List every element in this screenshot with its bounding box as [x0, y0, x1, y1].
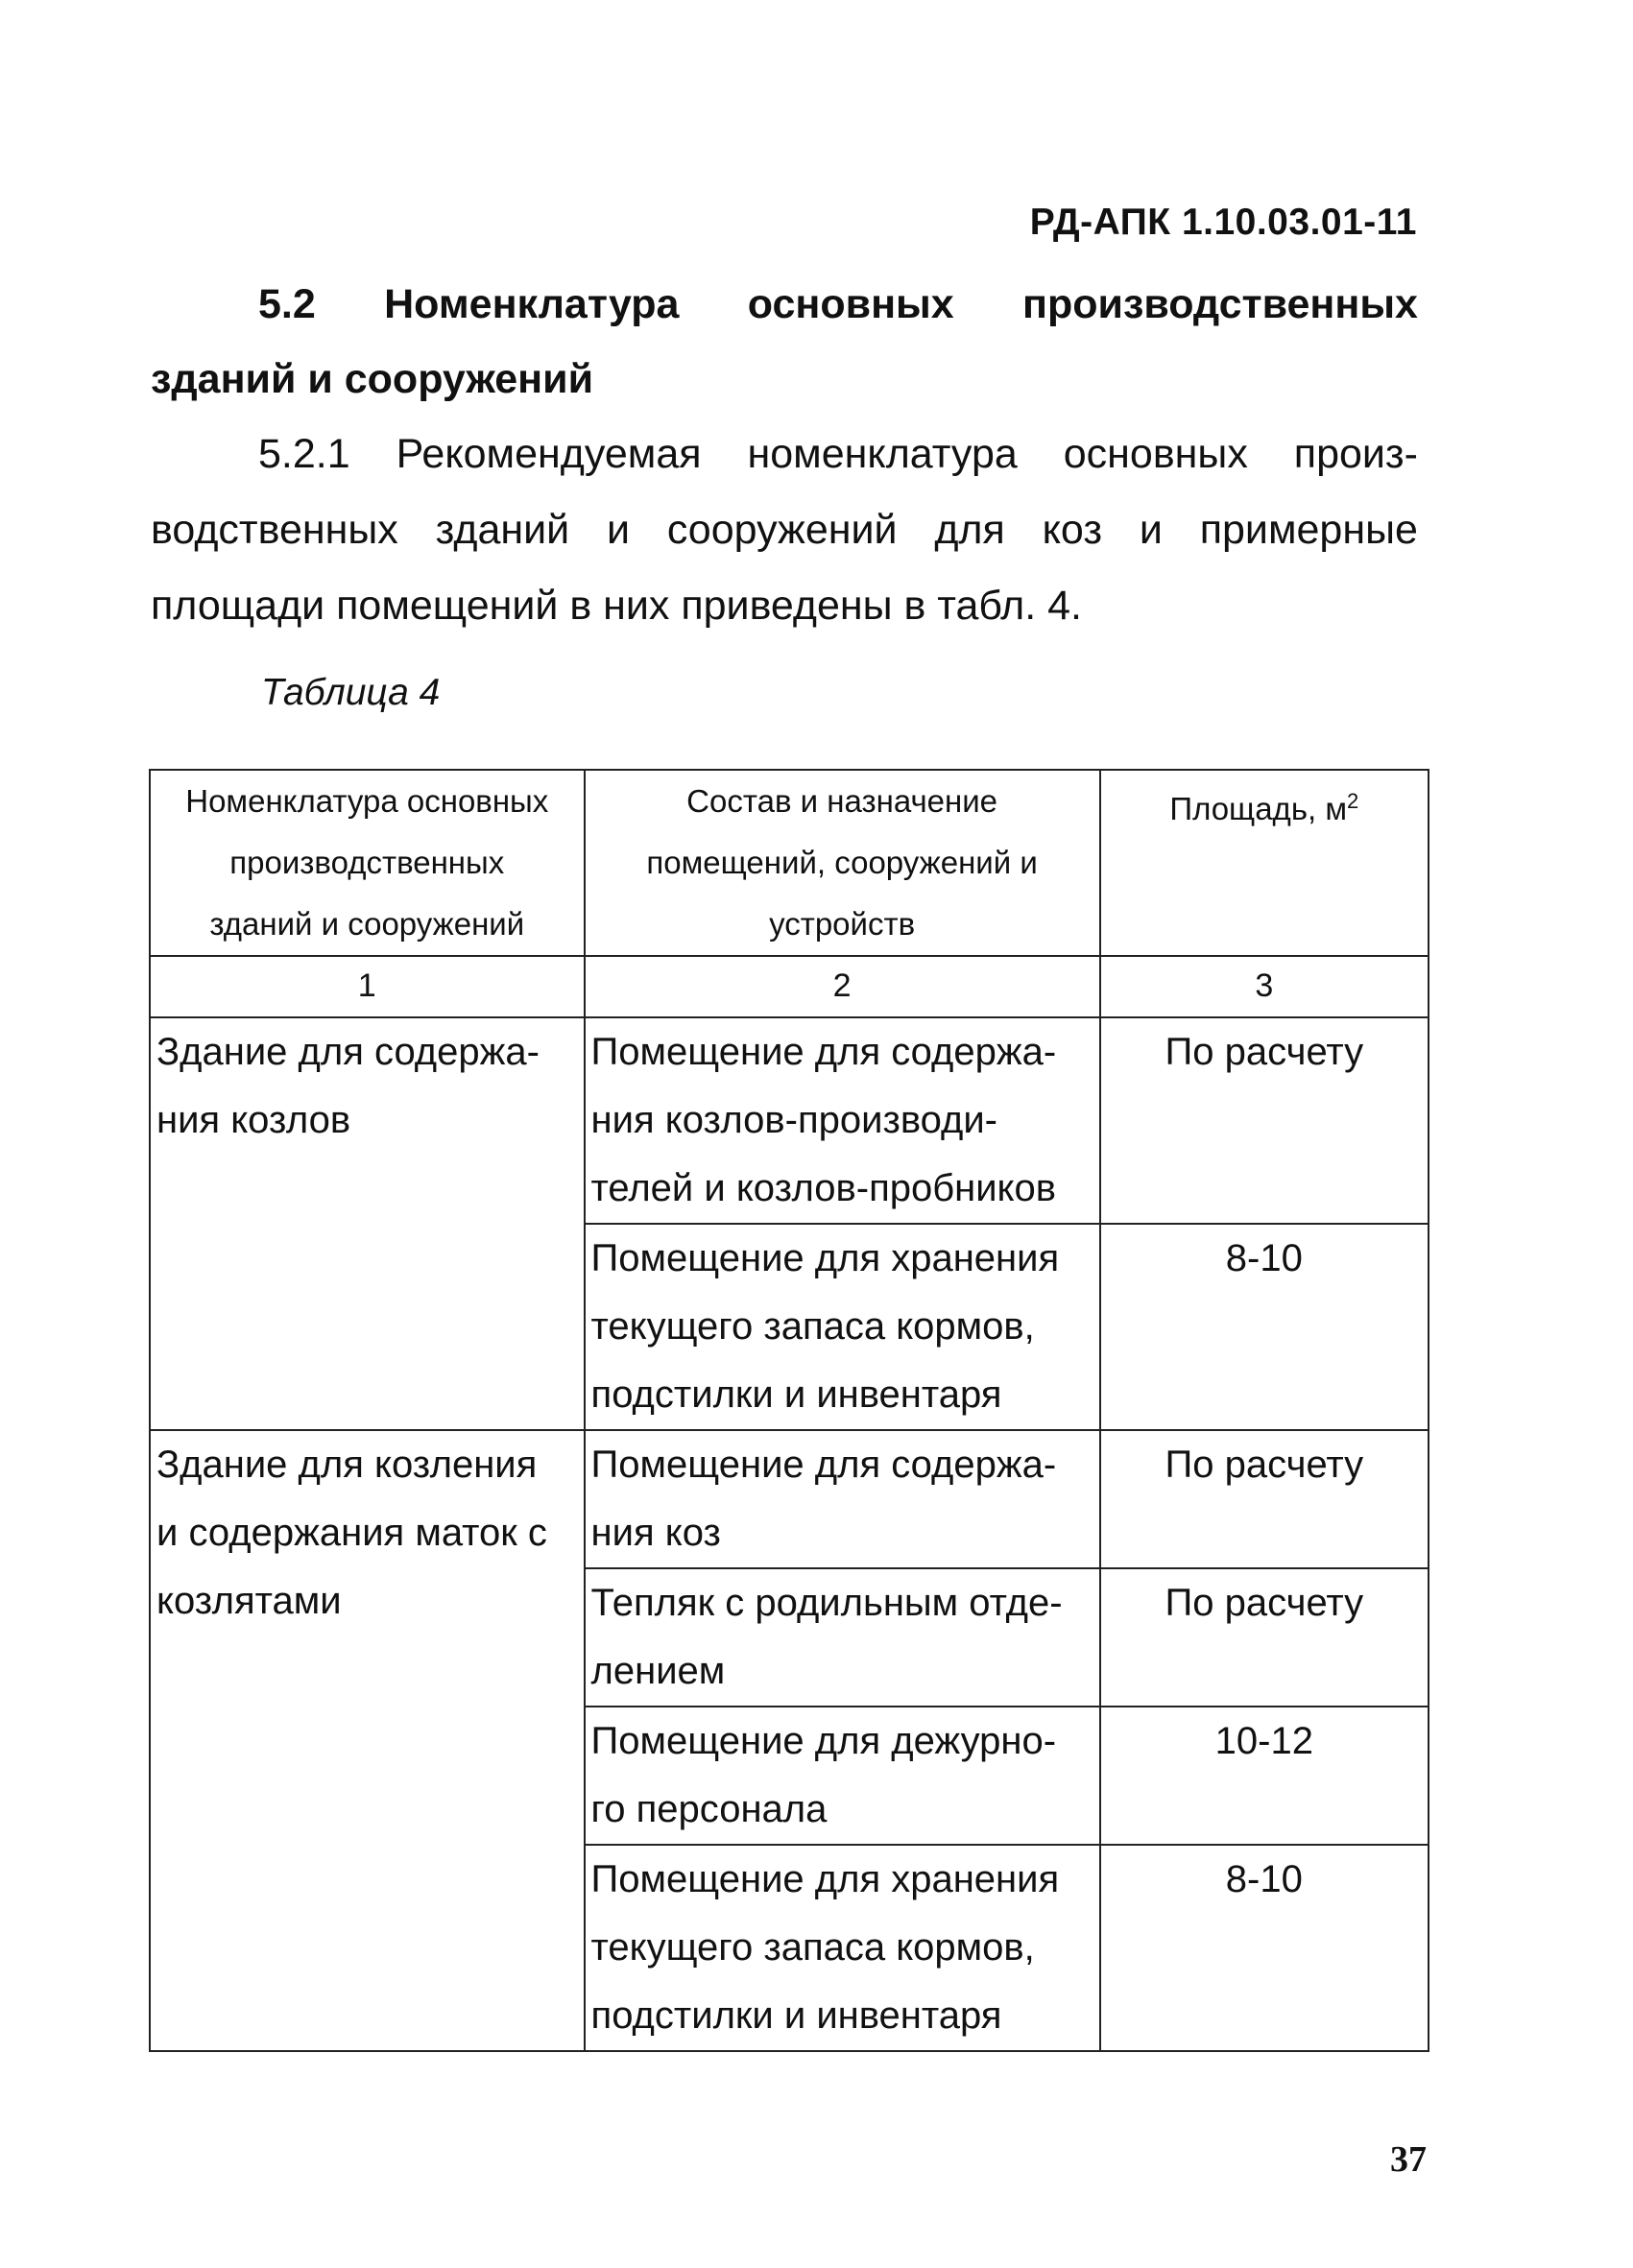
header-cell-buildings [150, 770, 585, 956]
header-cell-area [1100, 770, 1429, 956]
cell-line: Здание для содержа- [156, 1031, 540, 1073]
area-cell: 8-10 [1100, 1845, 1429, 2051]
cell-line: Помещение для содержа- [590, 1444, 1057, 1486]
paragraph-word: и [1139, 507, 1163, 553]
room-cell [585, 1845, 1100, 2051]
header-line: помещений, сооружений и [646, 845, 1038, 880]
cell-line: го персонала [590, 1788, 828, 1830]
paragraph-word: коз [1042, 507, 1103, 553]
cell-line: ния козлов [156, 1099, 351, 1141]
header-line: Номенклатура основных [185, 783, 549, 819]
cell-line: лением [590, 1650, 726, 1692]
cell-line: подстилки и инвентаря [590, 1994, 1002, 2037]
cell-line: подстилки и инвентаря [590, 1373, 1002, 1416]
cell-line: телей и козлов-пробников [590, 1167, 1057, 1209]
section-number: 5.2 [258, 281, 316, 327]
body-paragraph [151, 417, 1418, 644]
column-number: 3 [1100, 956, 1429, 1017]
heading-word: основных [747, 281, 954, 327]
header-cell-composition [585, 770, 1100, 956]
room-cell [585, 1568, 1100, 1707]
area-cell: 8-10 [1100, 1224, 1429, 1430]
column-number: 2 [585, 956, 1100, 1017]
building-cell [150, 1430, 585, 2051]
paragraph-word: 5.2.1 [258, 431, 350, 477]
nomenclature-table [149, 769, 1429, 2052]
room-cell [585, 1707, 1100, 1845]
area-cell: 10-12 [1100, 1707, 1429, 1845]
header-line: Состав и назначение [686, 783, 998, 819]
section-heading-line-2: зданий и сооружений [151, 356, 594, 402]
area-cell: По расчету [1100, 1430, 1429, 1568]
page-number: 37 [1390, 2139, 1427, 2180]
heading-word: Номенклатура [384, 281, 680, 327]
paragraph-word: сооружений [666, 507, 898, 553]
paragraph-word: и [606, 507, 631, 553]
cell-line: Помещение для содержа- [590, 1031, 1057, 1073]
document-code: РД-АПК 1.10.03.01-11 [1029, 202, 1417, 243]
header-line: производственных [229, 845, 505, 880]
table-column-number-row [150, 956, 1429, 1017]
paragraph-word: произ- [1293, 431, 1418, 477]
paragraph-word: примерные [1199, 507, 1418, 553]
cell-line: ния коз [590, 1512, 721, 1554]
room-cell [585, 1430, 1100, 1568]
cell-line: ния козлов-производи- [590, 1099, 997, 1141]
cell-line: Здание для козления [156, 1444, 538, 1486]
table-row [150, 1017, 1429, 1224]
paragraph-line-1 [151, 417, 1418, 492]
cell-line: текущего запаса кормов, [590, 1926, 1035, 1969]
header-area-superscript: 2 [1347, 789, 1359, 813]
section-heading-line-1 [151, 267, 1418, 342]
header-line: устройств [769, 906, 916, 942]
table-row [150, 1430, 1429, 1568]
paragraph-word: водственных [151, 507, 398, 553]
room-cell [585, 1017, 1100, 1224]
paragraph-word: Рекомендуемая [396, 431, 702, 477]
paragraph-word: номенклатура [747, 431, 1018, 477]
header-line: зданий и сооружений [209, 906, 525, 942]
paragraph-word: для [934, 507, 1005, 553]
cell-line: текущего запаса кормов, [590, 1305, 1035, 1348]
paragraph-word: зданий [435, 507, 570, 553]
building-cell [150, 1017, 585, 1430]
area-cell: По расчету [1100, 1017, 1429, 1224]
heading-word: производственных [1022, 281, 1418, 327]
cell-line: и содержания маток с [156, 1512, 547, 1554]
area-cell: По расчету [1100, 1568, 1429, 1707]
cell-line: Тепляк с родильным отде- [590, 1582, 1063, 1624]
cell-line: козлятами [156, 1580, 342, 1622]
table-header-row [150, 770, 1429, 956]
paragraph-line-2 [151, 492, 1418, 568]
cell-line: Помещение для хранения [590, 1237, 1060, 1279]
section-heading [151, 267, 1418, 417]
room-cell [585, 1224, 1100, 1430]
cell-line: Помещение для хранения [590, 1858, 1060, 1900]
column-number: 1 [150, 956, 585, 1017]
cell-line: Помещение для дежурно- [590, 1720, 1057, 1762]
header-area-label: Площадь, м [1169, 791, 1348, 826]
paragraph-word: основных [1063, 431, 1248, 477]
table-caption: Таблица 4 [261, 672, 441, 713]
paragraph-line-3: площади помещений в них приведены в табл. 4. [151, 583, 1082, 629]
